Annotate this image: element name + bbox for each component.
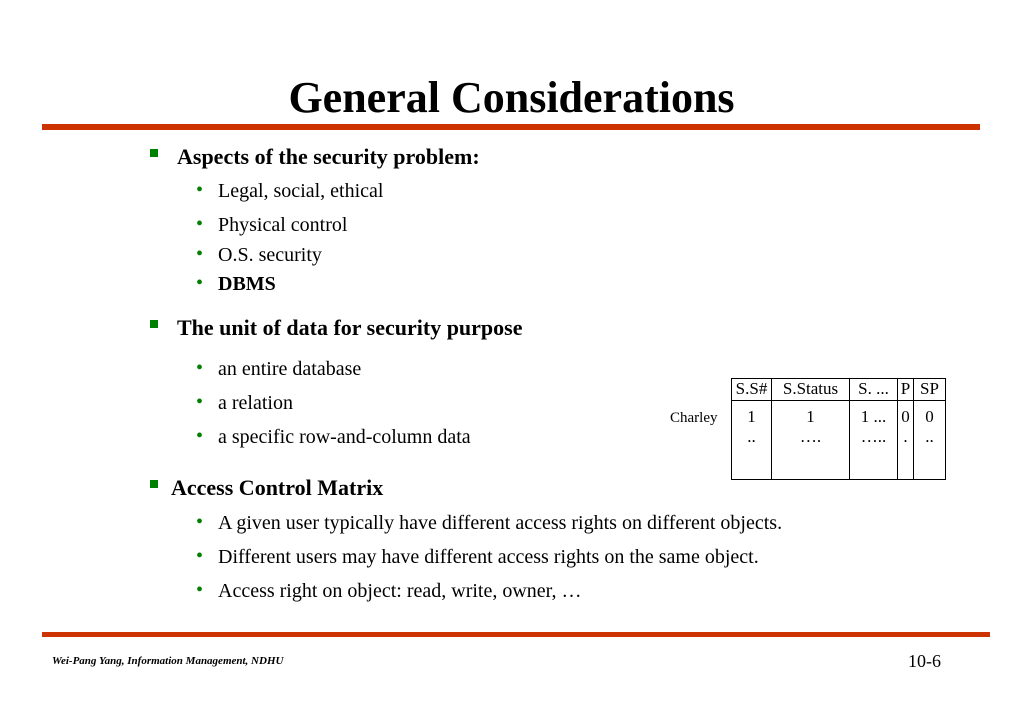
list-item: Different users may have different access rights on the same object. xyxy=(218,546,759,568)
square-bullet-icon xyxy=(150,149,158,157)
section-heading-acm: Access Control Matrix xyxy=(171,475,384,500)
footer-divider xyxy=(42,632,990,637)
matrix-header-cell: S.S# xyxy=(732,379,772,401)
matrix-header-cell: SP xyxy=(914,379,946,401)
matrix-header-cell: P xyxy=(898,379,914,401)
list-item: Legal, social, ethical xyxy=(218,180,384,202)
bullet-dot-icon: • xyxy=(196,179,204,201)
matrix-header-cell: S.Status xyxy=(772,379,850,401)
list-item: Access right on object: read, write, owner, … xyxy=(218,580,582,602)
list-item: A given user typically have different access rights on different objects. xyxy=(218,512,783,534)
matrix-row-label: Charley xyxy=(670,410,718,426)
bullet-dot-icon: • xyxy=(196,511,204,533)
matrix-cell: 1 .. xyxy=(732,401,772,480)
bullet-dot-icon: • xyxy=(196,357,204,379)
square-bullet-icon xyxy=(150,320,158,328)
matrix-header-row xyxy=(732,379,946,401)
list-item: DBMS xyxy=(218,273,276,295)
matrix-header-cell: S. ... xyxy=(850,379,898,401)
slide-title: General Considerations xyxy=(288,73,735,122)
access-matrix-table xyxy=(731,378,946,480)
matrix-data-row xyxy=(732,401,946,480)
bullet-dot-icon: • xyxy=(196,425,204,447)
list-item: a specific row-and-column data xyxy=(218,426,471,448)
square-bullet-icon xyxy=(150,480,158,488)
list-item: O.S. security xyxy=(218,244,322,266)
bullet-dot-icon: • xyxy=(196,545,204,567)
bullet-dot-icon: • xyxy=(196,391,204,413)
matrix-cell: 0 .. xyxy=(914,401,946,480)
section-heading-unit: The unit of data for security purpose xyxy=(177,315,523,340)
matrix-cell: 1 …. xyxy=(772,401,850,480)
bullet-dot-icon: • xyxy=(196,579,204,601)
list-item: a relation xyxy=(218,392,293,414)
bullet-dot-icon: • xyxy=(196,272,204,294)
matrix-cell: 1 ... ….. xyxy=(850,401,898,480)
list-item: an entire database xyxy=(218,358,362,380)
title-divider xyxy=(42,124,980,130)
matrix-cell: 0 . xyxy=(898,401,914,480)
bullet-dot-icon: • xyxy=(196,243,204,265)
bullet-dot-icon: • xyxy=(196,213,204,235)
footer-author: Wei-Pang Yang, Information Management, NDHU xyxy=(52,655,284,667)
page-number: 10-6 xyxy=(908,651,941,671)
section-heading-aspects: Aspects of the security problem: xyxy=(177,144,480,169)
list-item: Physical control xyxy=(218,214,348,236)
